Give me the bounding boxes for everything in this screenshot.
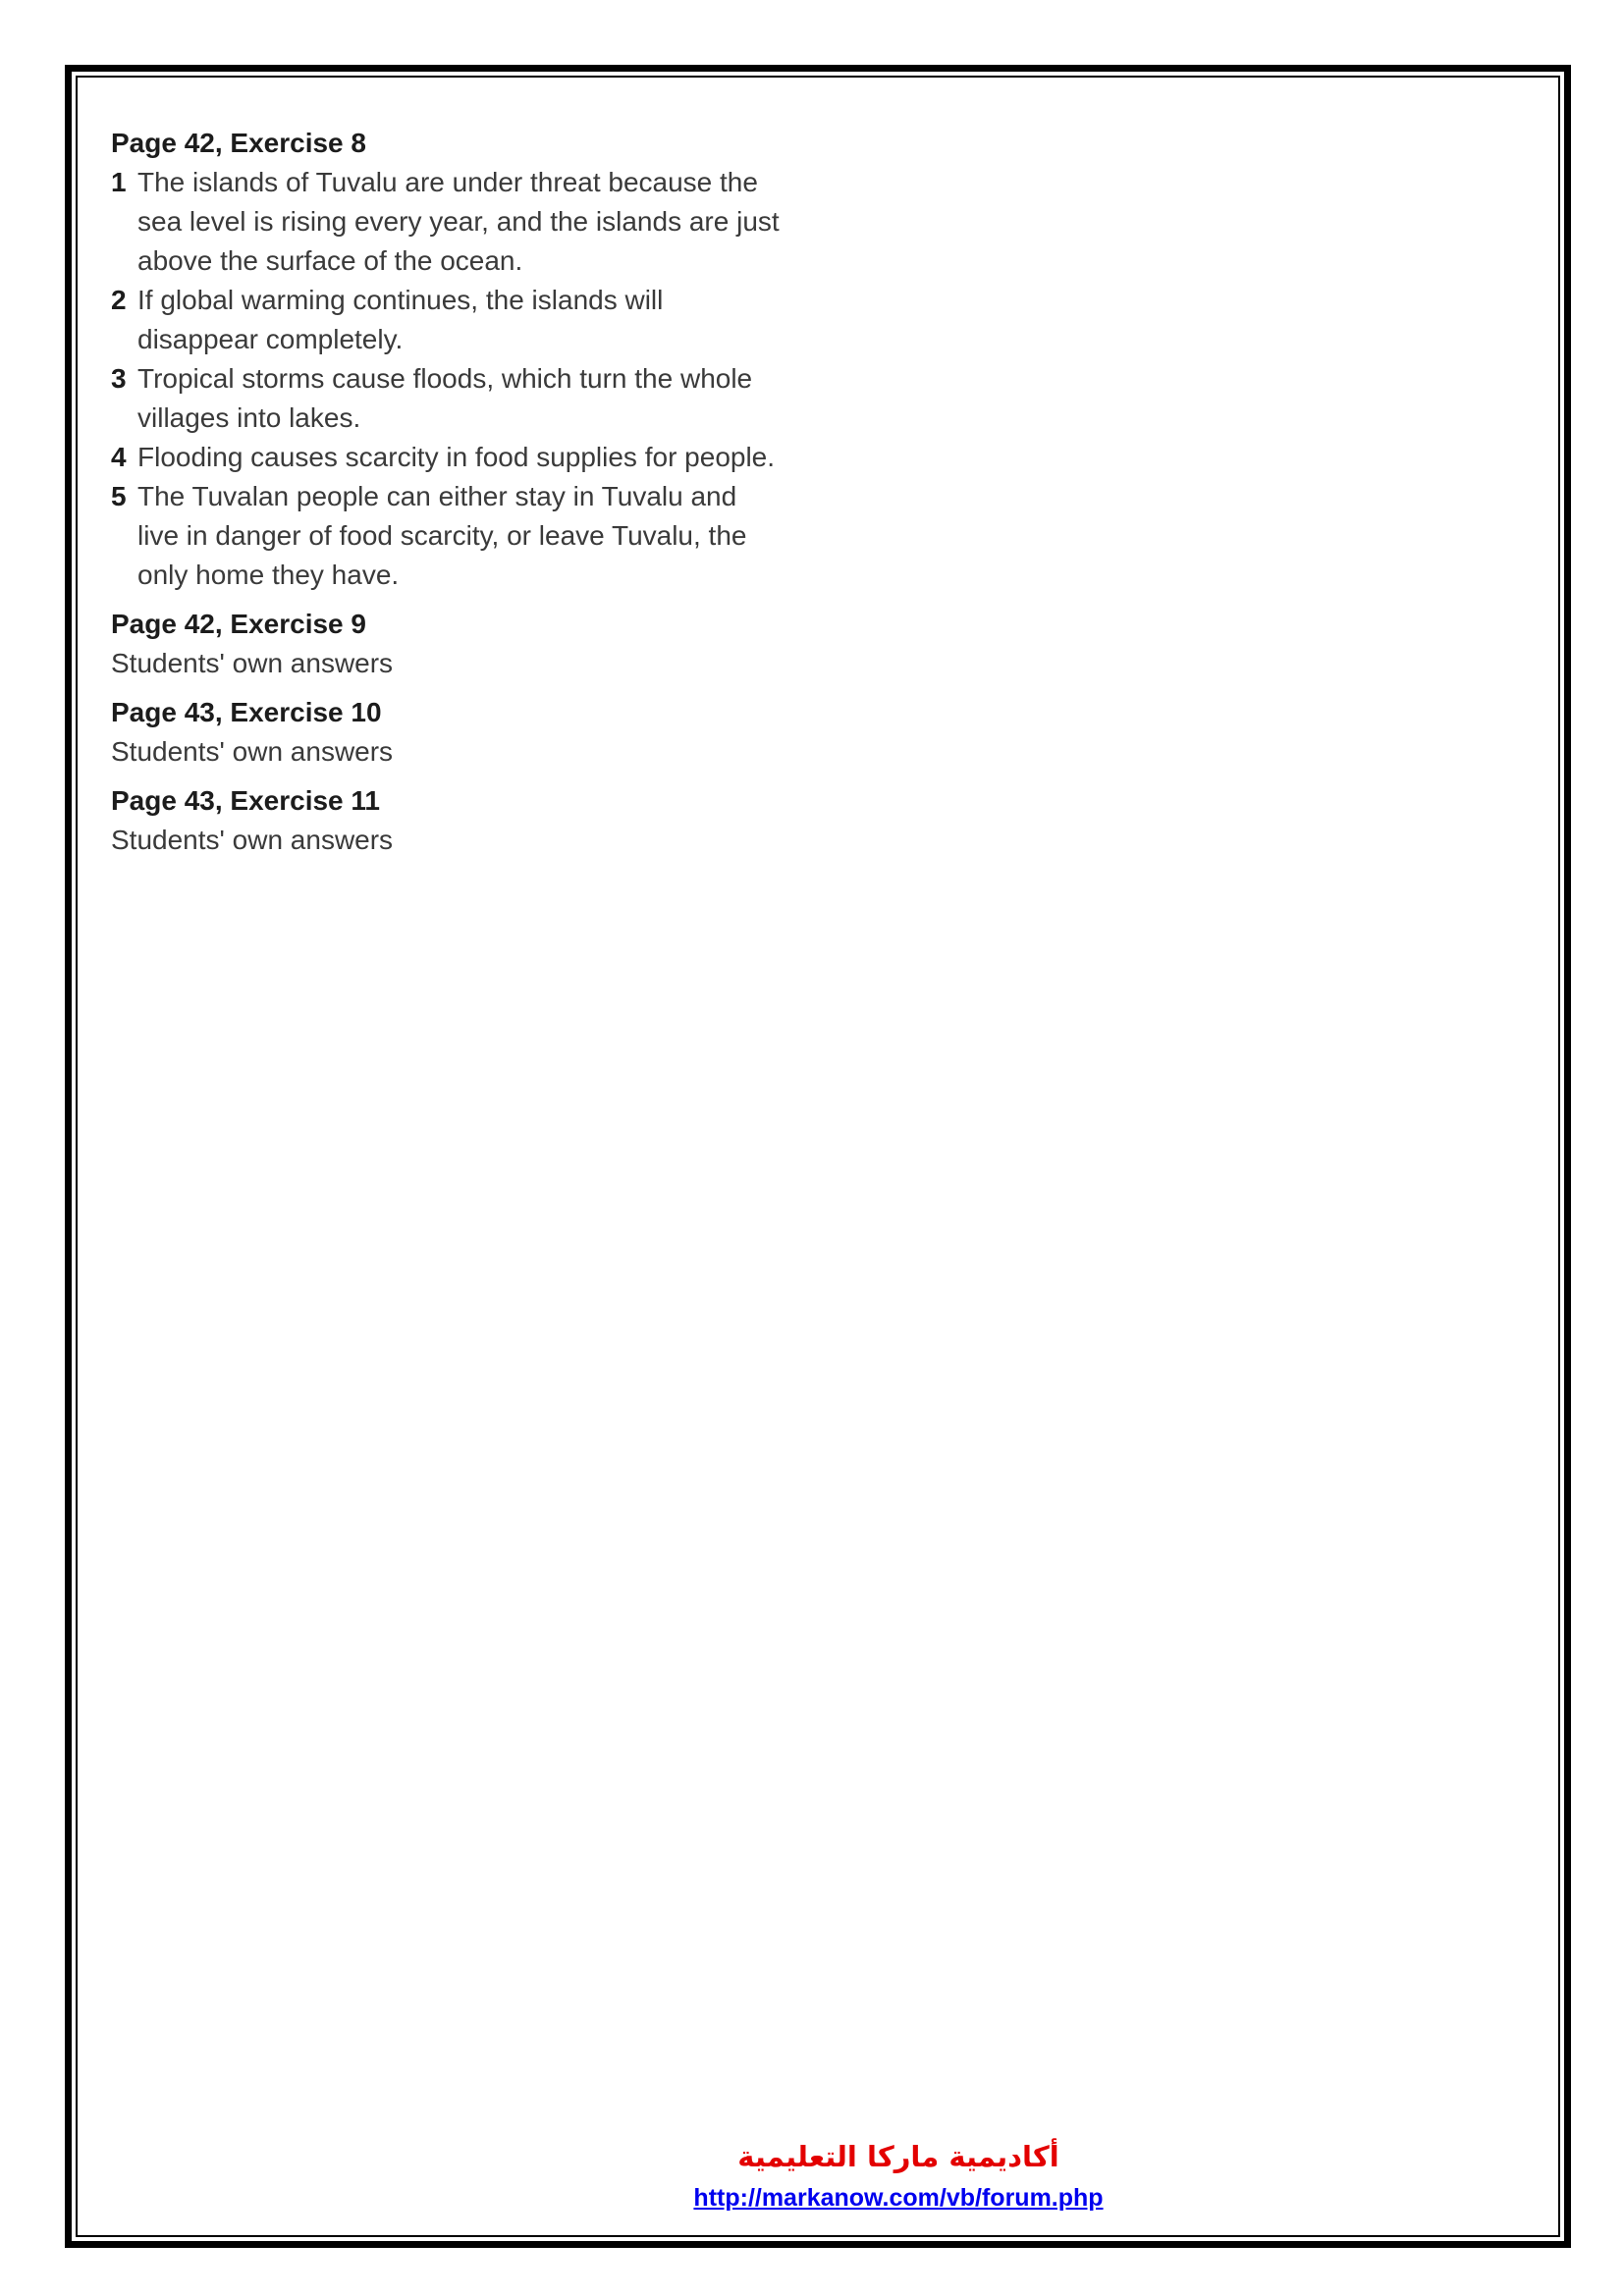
exercise-section [111,781,780,860]
answer-key [111,124,780,860]
answer-line: villages into lakes. [137,402,361,433]
item-text [137,359,752,438]
answer-line: The islands of Tuvalu are under threat because the [137,167,758,197]
exercise-section [111,124,780,595]
item-text [137,477,746,595]
answer-line: disappear completely. [137,324,404,354]
answer-item [111,281,780,359]
answer-line: only home they have. [137,560,400,590]
answer-line: live in danger of food scarcity, or leave Tuvalu, the [137,520,747,551]
item-number: 5 [111,481,127,511]
item-text [137,163,780,281]
answer-line: If global warming continues, the islands will [137,285,664,315]
academy-name: أكاديمية ماركا التعليمية [737,2140,1059,2173]
answer-text: Students' own answers [111,648,394,678]
item-text [137,438,775,477]
answer-line: Flooding causes scarcity in food supplies for people. [137,442,776,472]
forum-link[interactable]: http://markanow.com/vb/forum.php [693,2184,1104,2212]
answer-line: sea level is rising every year, and the islands are just [137,206,780,237]
answer-item [111,359,780,438]
item-number: 3 [111,363,127,394]
exercise-section [111,693,780,772]
answer-line: Tropical storms cause floods, which turn the whole [137,363,753,394]
answer-line: above the surface of the ocean. [137,245,523,276]
exercise-heading: Page 42, Exercise 8 [111,128,366,158]
exercise-section [111,605,780,683]
item-number: 1 [111,167,127,197]
item-text [137,281,663,359]
exercise-heading: Page 42, Exercise 9 [111,609,366,639]
item-number: 4 [111,442,127,472]
item-number: 2 [111,285,127,315]
answer-text: Students' own answers [111,825,394,855]
answer-item [111,163,780,281]
exercise-heading: Page 43, Exercise 11 [111,785,380,816]
answer-item [111,438,780,477]
answer-line: The Tuvalan people can either stay in Tuvalu and [137,481,737,511]
answer-text: Students' own answers [111,736,394,767]
page-footer [555,2135,1242,2217]
exercise-heading: Page 43, Exercise 10 [111,697,382,727]
answer-item [111,477,780,595]
